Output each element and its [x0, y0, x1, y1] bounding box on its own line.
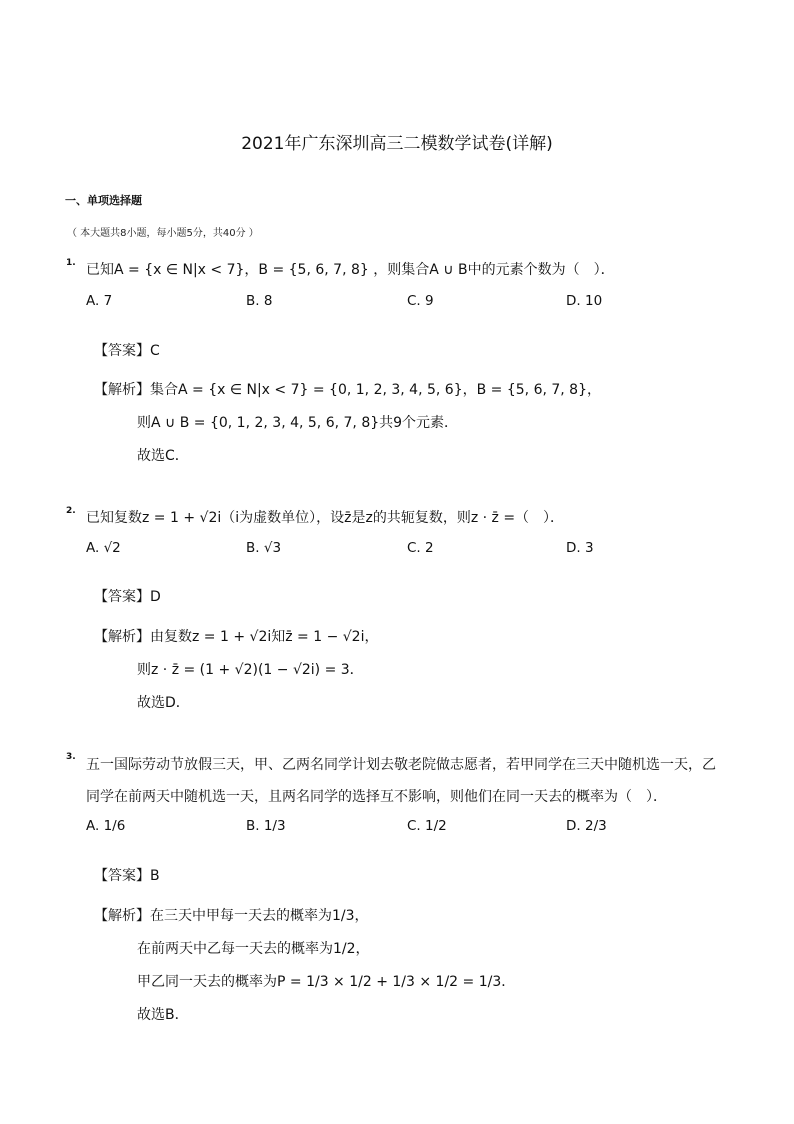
analysis-line: 故选C．	[137, 448, 189, 464]
analysis-line: 故选B．	[137, 1007, 189, 1023]
analysis-line: 【解析】集合A = {x ∈ N|x < 7} = {0, 1, 2, 3, 4, 5, 6}，B = {5, 6, 7, 8}，	[94, 382, 601, 398]
option-b: B. √3	[246, 540, 282, 556]
page-title: 2021年广东深圳高三二模数学试卷(详解)	[241, 134, 553, 154]
question-stem-line1: 五一国际劳动节放假三天，甲、乙两名同学计划去敬老院做志愿者，若甲同学在三天中随机选一天，乙	[86, 757, 716, 773]
question-number: 3.	[66, 752, 76, 762]
option-c: C. 2	[407, 540, 434, 556]
option-a: A. 7	[86, 293, 113, 309]
analysis-line: 【解析】在三天中甲每一天去的概率为1/3，	[94, 908, 369, 924]
analysis-line: 【解析】由复数z = 1 + √2i知z̄ = 1 − √2i，	[94, 629, 379, 645]
question-stem: 已知复数z = 1 + √2i（i为虚数单位），设z̄是z的共轭复数，则z · z̄ =（ ）．	[86, 510, 565, 526]
section-heading: 一、单项选择题	[65, 194, 142, 207]
option-c: C. 9	[407, 293, 434, 309]
question-stem: 已知A = {x ∈ N|x < 7}，B = {5, 6, 7, 8} ，则集合A ∪ B中的元素个数为（ ）．	[86, 262, 615, 278]
analysis-line: 故选D．	[137, 695, 190, 711]
analysis-line: 则z · z̄ = (1 + √2)(1 − √2i) = 3．	[137, 662, 364, 678]
analysis-line: 则A ∪ B = {0, 1, 2, 3, 4, 5, 6, 7, 8}共9个元素．	[137, 415, 459, 431]
option-d: D. 10	[566, 293, 603, 309]
answer: 【答案】D	[94, 589, 161, 605]
option-b: B. 8	[246, 293, 273, 309]
option-b: B. 1/3	[246, 818, 286, 834]
option-d: D. 3	[566, 540, 594, 556]
answer: 【答案】C	[94, 343, 160, 359]
option-a: A. 1/6	[86, 818, 126, 834]
question-number: 1.	[66, 258, 76, 268]
question-number: 2.	[66, 506, 76, 516]
analysis-line: 甲乙同一天去的概率为P = 1/3 × 1/2 + 1/3 × 1/2 = 1/3．	[137, 974, 516, 990]
answer: 【答案】B	[94, 868, 160, 884]
option-d: D. 2/3	[566, 818, 607, 834]
analysis-line: 在前两天中乙每一天去的概率为1/2，	[137, 941, 370, 957]
option-a: A. √2	[86, 540, 121, 556]
section-note: （ 本大题共8小题，每小题5分，共40分 ）	[67, 228, 259, 239]
option-c: C. 1/2	[407, 818, 447, 834]
question-stem-line2: 同学在前两天中随机选一天，且两名同学的选择互不影响，则他们在同一天去的概率为（ ）．	[86, 789, 667, 805]
